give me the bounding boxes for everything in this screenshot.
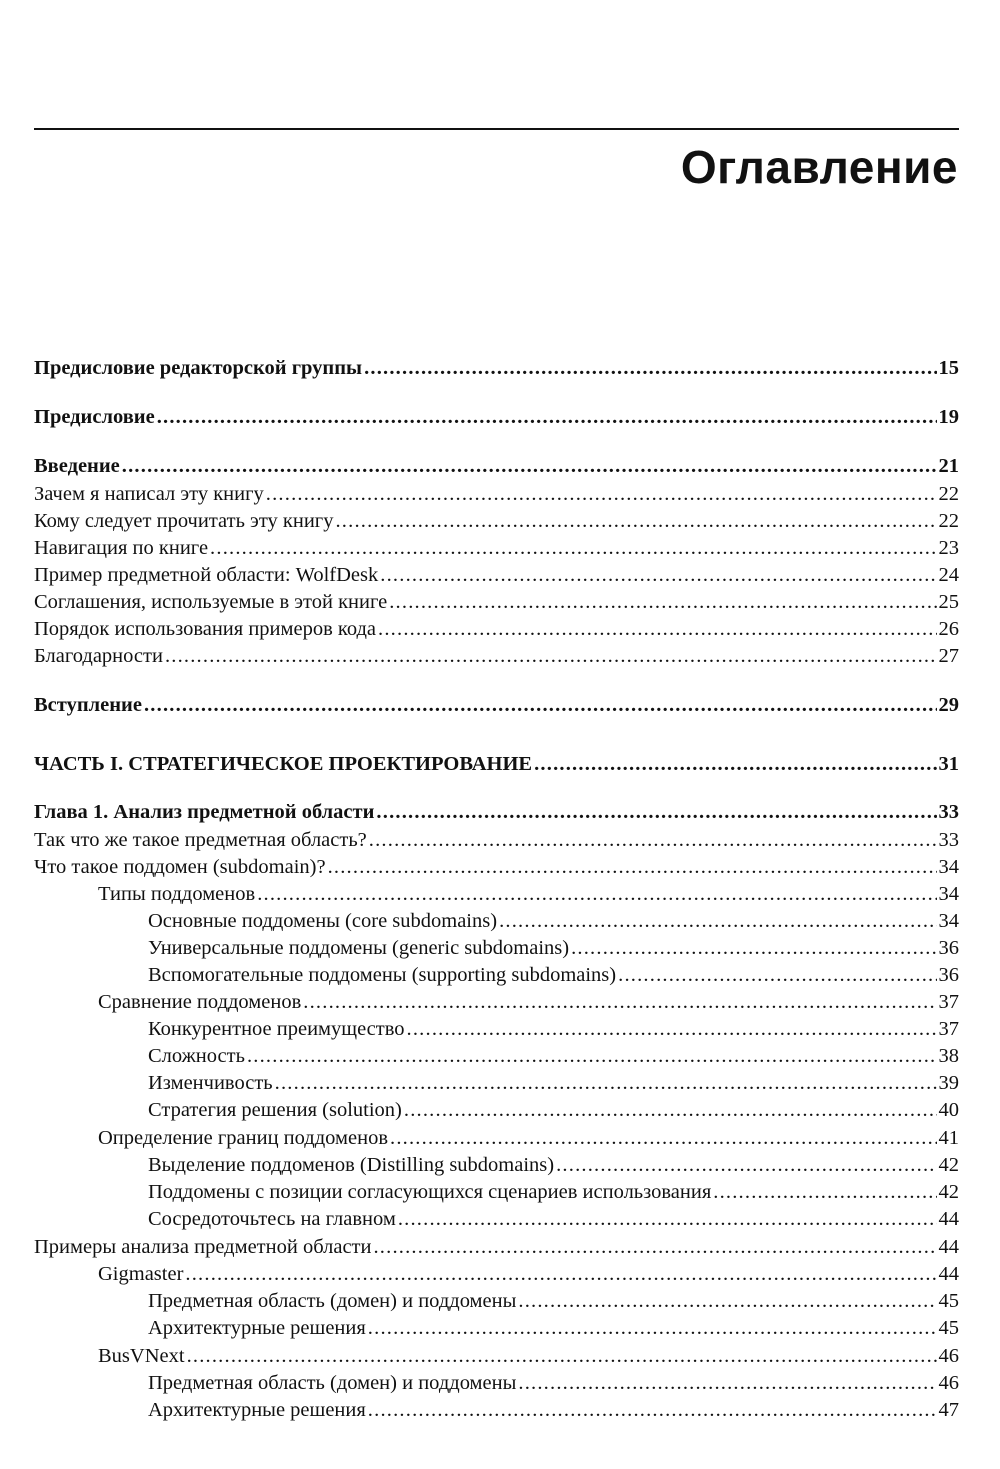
toc-entry-page-number: 39 — [938, 1072, 959, 1094]
toc-entry — [34, 591, 959, 619]
toc-entry — [34, 753, 959, 781]
toc-entry-page-number: 21 — [938, 455, 959, 477]
toc-entry-title: Примеры анализа предметной области — [34, 1236, 372, 1258]
toc-entry — [34, 406, 959, 434]
toc-entry-page-number: 36 — [938, 964, 959, 986]
dot-leader — [368, 1399, 937, 1422]
toc-entry — [34, 856, 959, 884]
toc-entry-title: BusVNext — [98, 1345, 185, 1367]
toc-entry — [148, 1372, 959, 1400]
toc-entry — [148, 1290, 959, 1318]
toc-entry — [34, 455, 959, 483]
toc-entry-page-number: 27 — [938, 645, 959, 667]
toc-entry — [98, 1345, 959, 1373]
dot-leader — [407, 1018, 937, 1041]
dot-leader — [185, 1263, 936, 1286]
toc-entry-title: Вспомогательные поддомены (supporting subdomains) — [148, 964, 617, 986]
toc-entry-title: Введение — [34, 455, 120, 477]
toc-entry-title: Изменчивость — [148, 1072, 273, 1094]
toc-entry-title: Пример предметной области: WolfDesk — [34, 564, 379, 586]
dot-leader — [518, 1372, 936, 1395]
dot-leader — [713, 1181, 936, 1204]
toc-entry-title: Универсальные поддомены (generic subdomains) — [148, 937, 570, 959]
toc-entry-title: Благодарности — [34, 645, 163, 667]
toc-entry-page-number: 38 — [938, 1045, 959, 1067]
toc-entry-page-number: 22 — [938, 510, 959, 532]
toc-entry-page-number: 46 — [938, 1372, 959, 1394]
toc-entry-title: Архитектурные решения — [148, 1317, 366, 1339]
dot-leader — [390, 1127, 937, 1150]
dot-leader — [266, 483, 937, 506]
toc-entry-page-number: 25 — [938, 591, 959, 613]
toc-entry — [34, 618, 959, 646]
toc-entry — [148, 1399, 959, 1427]
toc-entry — [98, 1263, 959, 1291]
toc-entry-title: Типы поддоменов — [98, 883, 256, 905]
toc-entry-title: Предисловие — [34, 406, 155, 428]
toc-entry-page-number: 42 — [938, 1181, 959, 1203]
toc-entry-page-number: 24 — [938, 564, 959, 586]
toc-entry-page-number: 45 — [938, 1290, 959, 1312]
toc-entry-title: Определение границ поддоменов — [98, 1127, 388, 1149]
dot-leader — [404, 1099, 937, 1122]
toc-entry — [148, 937, 959, 965]
toc-entry-page-number: 23 — [938, 537, 959, 559]
toc-entry-title: Что такое поддомен (subdomain)? — [34, 856, 326, 878]
dot-leader — [389, 591, 936, 614]
toc-entry-title: Так что же такое предметная область? — [34, 829, 367, 851]
toc-entry-page-number: 40 — [938, 1099, 959, 1121]
toc-entry — [148, 1099, 959, 1127]
toc-entry — [148, 1317, 959, 1345]
toc-entry-title: Архитектурные решения — [148, 1399, 366, 1421]
toc-entry-page-number: 33 — [938, 801, 959, 823]
toc-entry — [98, 883, 959, 911]
toc-entry — [34, 829, 959, 857]
dot-leader — [210, 537, 936, 560]
dot-leader — [275, 1072, 937, 1095]
dot-leader — [373, 1236, 936, 1259]
toc-entry-title: Предисловие редакторской группы — [34, 357, 363, 379]
toc-entry-page-number: 44 — [938, 1236, 959, 1258]
toc-entry-page-number: 47 — [938, 1399, 959, 1421]
dot-leader — [257, 883, 936, 906]
toc-entry-title: Предметная область (домен) и поддомены — [148, 1372, 517, 1394]
toc-entry-page-number: 45 — [938, 1317, 959, 1339]
dot-leader — [518, 1290, 936, 1313]
dot-leader — [144, 694, 937, 717]
toc-entry-page-number: 34 — [938, 883, 959, 905]
dot-leader — [247, 1045, 937, 1068]
toc-entry-title: Выделение поддоменов (Distilling subdomains) — [148, 1154, 555, 1176]
dot-leader — [157, 406, 937, 429]
toc-entry-title: Сосредоточьтесь на главном — [148, 1208, 396, 1230]
toc-entry-page-number: 29 — [938, 694, 959, 716]
toc-entry-title: Конкурентное преимущество — [148, 1018, 405, 1040]
toc-entry-page-number: 31 — [938, 753, 959, 775]
dot-leader — [376, 801, 936, 824]
toc-entry-page-number: 34 — [938, 856, 959, 878]
toc-entry — [34, 537, 959, 565]
dot-leader — [369, 829, 937, 852]
toc-entry-title: Порядок использования примеров кода — [34, 618, 377, 640]
dot-leader — [187, 1345, 937, 1368]
dot-leader — [499, 910, 936, 933]
toc-entry-title: Вступление — [34, 694, 142, 716]
dot-leader — [122, 455, 937, 478]
toc-entry — [98, 991, 959, 1019]
toc-entry-page-number: 36 — [938, 937, 959, 959]
toc-entry-page-number: 46 — [938, 1345, 959, 1367]
dot-leader — [398, 1208, 937, 1231]
toc-entry — [148, 1154, 959, 1182]
toc-entry — [34, 1236, 959, 1264]
toc-entry-title: Поддомены с позиции согласующихся сценариев использования — [148, 1181, 712, 1203]
toc-entry-title: Стратегия решения (solution) — [148, 1099, 402, 1121]
toc-entry-title: Сравнение поддоменов — [98, 991, 302, 1013]
header-rule — [34, 128, 959, 130]
dot-leader — [165, 645, 937, 668]
dot-leader — [303, 991, 936, 1014]
toc-entry-page-number: 26 — [938, 618, 959, 640]
toc-entry — [98, 1127, 959, 1155]
dot-leader — [335, 510, 936, 533]
toc-entry — [34, 694, 959, 722]
toc-entry — [34, 510, 959, 538]
toc-entry — [34, 645, 959, 673]
page-title: Оглавление — [680, 141, 958, 193]
toc-entry-title: Предметная область (домен) и поддомены — [148, 1290, 517, 1312]
dot-leader — [534, 753, 936, 776]
toc-entry-title: Соглашения, используемые в этой книге — [34, 591, 388, 613]
dot-leader — [364, 357, 936, 380]
toc-entry-page-number: 19 — [938, 406, 959, 428]
dot-leader — [556, 1154, 936, 1177]
toc-entry — [34, 483, 959, 511]
toc-entry-title: ЧАСТЬ I. СТРАТЕГИЧЕСКОЕ ПРОЕКТИРОВАНИЕ — [34, 753, 533, 775]
toc-entry-title: Gigmaster — [98, 1263, 184, 1285]
toc-entry — [34, 564, 959, 592]
toc-entry — [148, 1018, 959, 1046]
toc-entry — [148, 1072, 959, 1100]
toc-entry-page-number: 15 — [938, 357, 959, 379]
toc-entry — [34, 357, 959, 385]
toc-entry — [148, 1045, 959, 1073]
toc-entry — [148, 964, 959, 992]
toc-entry — [34, 801, 959, 829]
toc-entry-title: Глава 1. Анализ предметной области — [34, 801, 375, 823]
toc-entry-page-number: 22 — [938, 483, 959, 505]
toc-entry-page-number: 44 — [938, 1208, 959, 1230]
toc-entry-title: Кому следует прочитать эту книгу — [34, 510, 334, 532]
toc-entry — [148, 1181, 959, 1209]
dot-leader — [571, 937, 936, 960]
toc-entry-page-number: 33 — [938, 829, 959, 851]
dot-leader — [328, 856, 937, 879]
toc-entry — [148, 1208, 959, 1236]
toc-entry — [148, 910, 959, 938]
toc-entry-page-number: 41 — [938, 1127, 959, 1149]
toc-entry-page-number: 37 — [938, 1018, 959, 1040]
toc-entry-title: Сложность — [148, 1045, 245, 1067]
toc-entry-title: Навигация по книге — [34, 537, 209, 559]
toc-entry-page-number: 37 — [938, 991, 959, 1013]
dot-leader — [618, 964, 936, 987]
toc-entry-title: Основные поддомены (core subdomains) — [148, 910, 498, 932]
dot-leader — [378, 618, 936, 641]
toc-entry-title: Зачем я написал эту книгу — [34, 483, 264, 505]
toc-entry-page-number: 44 — [938, 1263, 959, 1285]
dot-leader — [380, 564, 936, 587]
toc-entry-page-number: 42 — [938, 1154, 959, 1176]
toc-entry-page-number: 34 — [938, 910, 959, 932]
dot-leader — [368, 1317, 937, 1340]
